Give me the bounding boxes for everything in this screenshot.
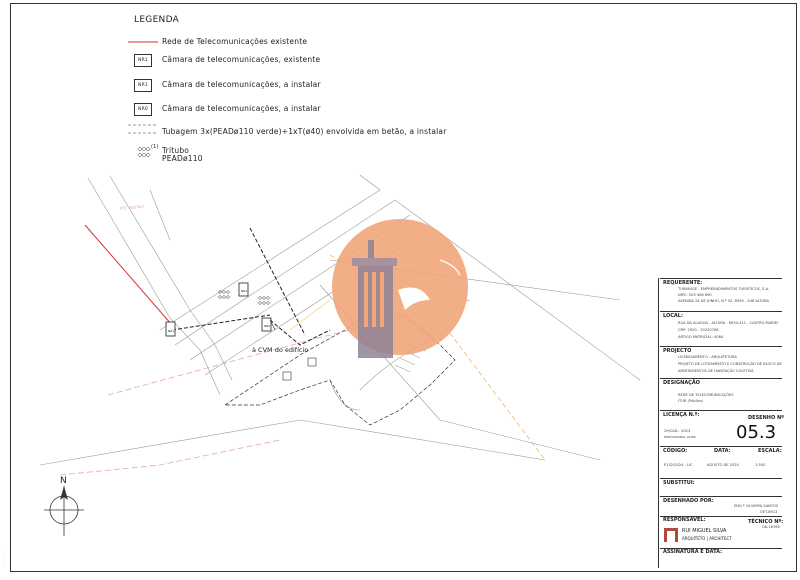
tb-divider	[660, 446, 782, 447]
tag-label: NR1	[168, 329, 175, 333]
designacao-line-1: REDE DE TELECOMUNICAÇÕES	[678, 393, 734, 397]
legend-text: Câmara de telecomunicações, existente	[162, 55, 321, 64]
responsavel-heading: RESPONSÁVEL:	[663, 517, 706, 523]
desenhado-heading: DESENHADO POR:	[663, 498, 714, 504]
tb-divider	[660, 410, 782, 411]
legend-text: Tritubo	[162, 146, 190, 155]
tritubo-index: (1)	[151, 144, 159, 150]
local-heading: LOCAL:	[663, 313, 683, 319]
tb-divider	[660, 496, 782, 497]
small-box	[283, 372, 291, 380]
tecnico-heading: TÉCNICO Nº:	[748, 519, 784, 525]
desenho-heading: DESENHO Nº	[748, 415, 784, 421]
licenca-sub: PROFISSIONAL LIDER	[664, 435, 696, 439]
data-value: AGOSTO DE 2024	[707, 463, 739, 467]
legend-text: Câmara de telecomunicações, a instalar	[162, 104, 321, 113]
local-line-3: ARTIGO MATRICIAL: 4084	[678, 335, 724, 339]
cvm-note: à CVM do edifício	[252, 346, 309, 354]
desenhado-line-2: OET-8913	[760, 510, 778, 514]
architect-logo	[664, 528, 678, 542]
pt-label: PTC-INOTAU	[119, 203, 144, 211]
codigo-heading: CÓDIGO:	[663, 448, 688, 454]
requerente-line-3: AVENIDA 24 DE JUNHO, N.º 32, 8950 - 446 ALTURA	[678, 299, 769, 303]
north-label: N	[60, 476, 67, 486]
requerente-line-1: TURIMUGE - EMPREENDIMENTOS TURÍSTICOS, S.A.	[678, 287, 770, 291]
legend-text: Rede de Telecomunicações existente	[162, 37, 308, 46]
architect-name: RUI MIGUEL SILVA	[682, 528, 727, 534]
data-heading: DATA:	[714, 448, 731, 454]
escala-value: 1:500	[755, 463, 766, 467]
drawing-number: 05.3	[736, 422, 777, 443]
watermark-logo	[332, 219, 468, 358]
ground-line-2	[440, 420, 600, 460]
chamber-symbol: NR1	[134, 54, 152, 67]
chamber-symbol: NR1	[134, 79, 152, 92]
projeto-line-2: PROJETO DE LOTEAMENTO E CONSTRUÇÃO DE BLOCO DE	[678, 362, 782, 366]
projeto-line-3: APARTAMENTOS DE HABITAÇÃO COLETIVA	[678, 369, 754, 373]
assinatura-heading: ASSINATURA E DATA:	[663, 549, 723, 555]
tb-divider	[660, 278, 782, 279]
tb-divider	[660, 478, 782, 479]
tag-label: NR0	[264, 324, 271, 328]
new-duct	[172, 228, 330, 345]
ground-line	[40, 420, 545, 465]
requerente-line-2: NIPC: 503 408 690	[678, 293, 712, 297]
legend-text-2: PEADø110	[162, 154, 203, 163]
tb-divider	[660, 378, 782, 379]
designacao-heading: DESIGNAÇÃO	[663, 380, 700, 386]
local-line-2: CRP: 2920 - 20220706	[678, 328, 719, 332]
tb-divider	[660, 311, 782, 312]
licenca-heading: LICENÇA N.º:	[663, 412, 700, 418]
chamber-symbol: NR0	[134, 103, 152, 116]
requerente-heading: REQUERENTE:	[663, 280, 703, 286]
projeto-heading: PROJECTO	[663, 348, 692, 354]
desenhado-line-1: ENG.º OLIVEIRA SANTOS	[734, 504, 779, 508]
north-arrow	[44, 476, 84, 536]
designacao-line-2: ITUR (Público)	[678, 399, 704, 403]
tag-label: NR1	[241, 289, 248, 293]
legend-text: Câmara de telecomunicações, a instalar	[162, 80, 321, 89]
chamber-nr1-a	[166, 322, 175, 336]
existing-network-line	[85, 225, 172, 325]
legend-title: LEGENDA	[134, 15, 180, 25]
local-line-1: RUA DA ALAGOA - ALTURA - 8950-411 - CASTRO MARIM	[678, 321, 778, 325]
small-box	[308, 358, 316, 366]
licenca-value: 29/CAD - 2023	[664, 429, 691, 433]
chamber-nr0	[262, 318, 271, 331]
projeto-line-1: LICENCIAMENTO - ARQUITETURA	[678, 355, 737, 359]
tb-divider	[660, 346, 782, 347]
yellow-line	[290, 300, 330, 330]
architect-role: ARQUITETO | ARCHITECT	[682, 536, 732, 541]
chamber-nr1-b	[239, 283, 248, 296]
codigo-value: P132/2024 - LIC	[664, 463, 693, 467]
tecnico-value: OA-16765	[762, 525, 780, 529]
substitui-heading: SUBSTITUI:	[663, 480, 695, 486]
legend-text: Tubagem 3x(PEADø110 verde)+1xT(ø40) envolvida em betão, a instalar	[162, 127, 447, 136]
escala-heading: ESCALA:	[758, 448, 782, 454]
property-line-2	[60, 440, 280, 475]
side-notes: · · · · · · · · · ·	[2, 549, 5, 565]
title-block-border	[658, 278, 659, 568]
